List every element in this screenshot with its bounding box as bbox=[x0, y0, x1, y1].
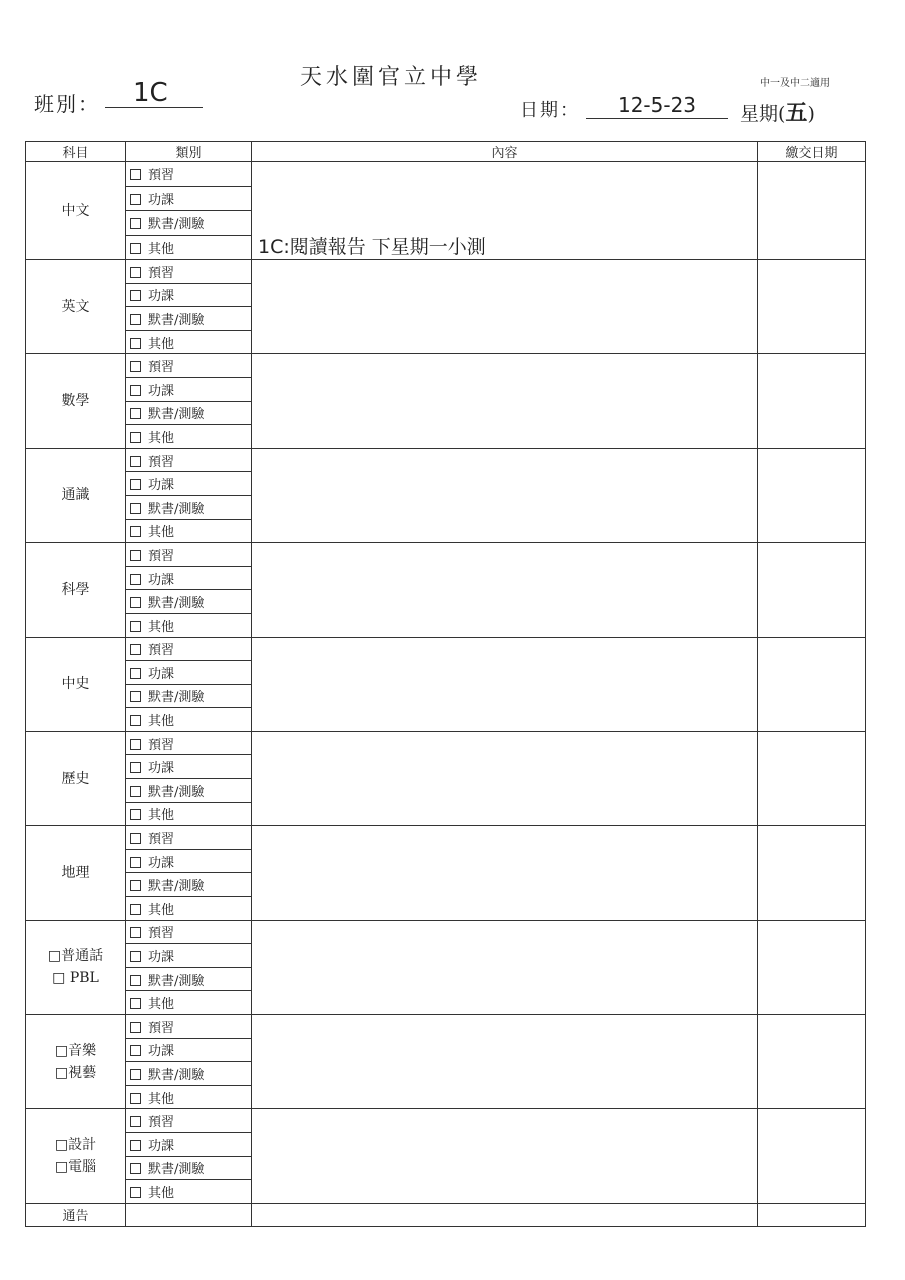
checkbox-icon[interactable] bbox=[130, 998, 141, 1009]
category-label: 默書/測驗 bbox=[148, 407, 205, 423]
due-date-cell[interactable] bbox=[758, 354, 866, 448]
category-cell bbox=[126, 235, 252, 260]
category-label: 默書/測驗 bbox=[148, 1067, 205, 1083]
due-date-cell[interactable] bbox=[758, 260, 866, 354]
category-cell bbox=[126, 425, 252, 449]
checkbox-icon[interactable] bbox=[130, 290, 141, 301]
checkbox-icon[interactable] bbox=[130, 1163, 141, 1174]
category-label: 功課 bbox=[148, 192, 175, 208]
table-row bbox=[26, 260, 866, 284]
checkbox-icon[interactable] bbox=[130, 314, 141, 325]
date-label: 日期： bbox=[520, 100, 580, 121]
content-header: 內容 bbox=[252, 142, 758, 162]
weekday-close: ) bbox=[807, 103, 815, 125]
table-row bbox=[26, 920, 866, 944]
checkbox-icon[interactable] bbox=[130, 243, 141, 254]
category-label: 其他 bbox=[148, 714, 175, 730]
category-cell bbox=[126, 1085, 252, 1109]
table-row bbox=[26, 1015, 866, 1039]
table-row bbox=[26, 1109, 866, 1133]
due-date-cell[interactable] bbox=[758, 637, 866, 731]
due-header: 繳交日期 bbox=[758, 142, 866, 162]
category-label: 功課 bbox=[148, 289, 175, 305]
category-label: 預習 bbox=[148, 926, 175, 942]
checkbox-icon[interactable] bbox=[130, 1116, 141, 1127]
content-cell[interactable] bbox=[252, 162, 758, 260]
due-date-cell[interactable] bbox=[758, 731, 866, 825]
subject-name: 地理 bbox=[61, 864, 90, 881]
subject-name: □設計 bbox=[54, 1137, 97, 1154]
category-label: 默書/測驗 bbox=[148, 879, 205, 895]
content-cell[interactable] bbox=[252, 1109, 758, 1203]
category-label: 其他 bbox=[148, 997, 175, 1013]
checkbox-icon[interactable] bbox=[130, 1045, 141, 1056]
checkbox-icon[interactable] bbox=[130, 479, 141, 490]
checkbox-icon[interactable] bbox=[130, 526, 141, 537]
grade-note: 中一及中二適用 bbox=[760, 78, 830, 89]
checkbox-icon[interactable] bbox=[130, 1022, 141, 1033]
subject-name: 英文 bbox=[61, 298, 90, 315]
category-cell bbox=[126, 849, 252, 873]
category-label: 默書/測驗 bbox=[148, 217, 205, 233]
checkbox-icon[interactable] bbox=[130, 432, 141, 443]
category-label: 其他 bbox=[148, 430, 175, 446]
category-cell bbox=[126, 1156, 252, 1180]
school-name: 天水圍官立中學 bbox=[300, 65, 483, 90]
category-label: 功課 bbox=[148, 383, 175, 399]
checkbox-icon[interactable] bbox=[130, 691, 141, 702]
category-cell bbox=[126, 401, 252, 425]
checkbox-icon[interactable] bbox=[130, 951, 141, 962]
category-cell bbox=[126, 566, 252, 590]
category-cell bbox=[126, 1038, 252, 1062]
due-date-cell[interactable] bbox=[758, 448, 866, 542]
table-row bbox=[26, 448, 866, 472]
checkbox-icon[interactable] bbox=[130, 503, 141, 514]
category-label: 功課 bbox=[148, 572, 175, 588]
category-cell bbox=[126, 755, 252, 779]
notice-field[interactable] bbox=[758, 1203, 866, 1226]
category-label: 預習 bbox=[148, 1115, 175, 1131]
checkbox-icon[interactable] bbox=[130, 597, 141, 608]
subject-cell bbox=[26, 354, 126, 448]
weekday-field[interactable]: 五 bbox=[785, 100, 808, 126]
category-cell bbox=[126, 661, 252, 685]
checkbox-icon[interactable] bbox=[130, 218, 141, 229]
checkbox-icon[interactable] bbox=[130, 927, 141, 938]
category-cell bbox=[126, 1062, 252, 1086]
checkbox-icon[interactable] bbox=[130, 644, 141, 655]
subject-cell bbox=[26, 637, 126, 731]
category-cell bbox=[126, 448, 252, 472]
category-cell bbox=[126, 920, 252, 944]
checkbox-icon[interactable] bbox=[130, 1140, 141, 1151]
category-cell bbox=[126, 162, 252, 187]
notice-label: 通告 bbox=[26, 1203, 126, 1226]
subject-cell bbox=[26, 162, 126, 260]
category-label: 功課 bbox=[148, 478, 175, 494]
checkbox-icon[interactable] bbox=[130, 857, 141, 868]
checkbox-icon[interactable] bbox=[130, 267, 141, 278]
category-cell bbox=[126, 590, 252, 614]
checkbox-icon[interactable] bbox=[130, 408, 141, 419]
content-cell[interactable] bbox=[252, 637, 758, 731]
subject-cell bbox=[26, 543, 126, 637]
table-row bbox=[26, 826, 866, 850]
category-cell bbox=[126, 377, 252, 401]
table-body bbox=[26, 162, 866, 1227]
category-label: 其他 bbox=[148, 525, 175, 541]
category-label: 預習 bbox=[148, 265, 175, 281]
category-cell bbox=[126, 211, 252, 236]
checkbox-icon[interactable] bbox=[130, 1069, 141, 1080]
table-row bbox=[26, 354, 866, 378]
category-cell bbox=[126, 543, 252, 567]
subject-cell bbox=[26, 731, 126, 825]
category-label: 其他 bbox=[148, 1091, 175, 1107]
category-cell bbox=[126, 330, 252, 354]
subject-name: 中文 bbox=[61, 202, 90, 219]
content-cell[interactable] bbox=[252, 1015, 758, 1109]
category-label: 其他 bbox=[148, 1185, 175, 1201]
subject-cell bbox=[26, 826, 126, 920]
subject-name: 通識 bbox=[61, 487, 90, 504]
subject-name: □音樂 bbox=[54, 1042, 97, 1059]
category-label: 默書/測驗 bbox=[148, 690, 205, 706]
notice-row bbox=[26, 1203, 866, 1226]
checkbox-icon[interactable] bbox=[130, 833, 141, 844]
content-cell[interactable] bbox=[252, 920, 758, 1014]
content-cell[interactable] bbox=[252, 826, 758, 920]
checkbox-icon[interactable] bbox=[130, 786, 141, 797]
category-cell bbox=[126, 613, 252, 637]
date-field[interactable]: 12-5-23 bbox=[586, 92, 728, 119]
category-label: 功課 bbox=[148, 1138, 175, 1154]
category-cell bbox=[126, 897, 252, 921]
category-label: 預習 bbox=[148, 643, 175, 659]
content-cell[interactable] bbox=[252, 354, 758, 448]
category-label: 功課 bbox=[148, 666, 175, 682]
subject-cell bbox=[26, 1015, 126, 1109]
subject-cell bbox=[26, 448, 126, 542]
table-row bbox=[26, 543, 866, 567]
subject-name: □普通話 bbox=[47, 948, 104, 965]
table-row bbox=[26, 637, 866, 661]
category-cell bbox=[126, 991, 252, 1015]
content-cell[interactable] bbox=[252, 448, 758, 542]
class-field[interactable]: 1C bbox=[105, 80, 203, 108]
weekday-open: 星期( bbox=[740, 103, 786, 125]
category-label: 預習 bbox=[148, 360, 175, 376]
checkbox-icon[interactable] bbox=[130, 715, 141, 726]
category-cell bbox=[126, 495, 252, 519]
category-label: 預習 bbox=[148, 548, 175, 564]
subject-name: 歷史 bbox=[61, 770, 90, 787]
category-label: 預習 bbox=[148, 737, 175, 753]
checkbox-icon[interactable] bbox=[130, 338, 141, 349]
subject-header: 科目 bbox=[26, 142, 126, 162]
checkbox-icon[interactable] bbox=[130, 361, 141, 372]
checkbox-icon[interactable] bbox=[130, 194, 141, 205]
due-date-cell[interactable] bbox=[758, 920, 866, 1014]
category-cell bbox=[126, 967, 252, 991]
category-cell bbox=[126, 186, 252, 211]
category-cell bbox=[126, 637, 252, 661]
category-cell bbox=[126, 731, 252, 755]
category-cell bbox=[126, 260, 252, 284]
category-cell bbox=[126, 826, 252, 850]
category-cell bbox=[126, 283, 252, 307]
content-cell[interactable] bbox=[252, 260, 758, 354]
checkbox-icon[interactable] bbox=[130, 739, 141, 750]
weekday-label bbox=[740, 96, 815, 127]
notice-field[interactable] bbox=[126, 1203, 252, 1226]
category-label: 功課 bbox=[148, 761, 175, 777]
checkbox-icon[interactable] bbox=[130, 456, 141, 467]
table-row bbox=[26, 162, 866, 187]
category-cell bbox=[126, 684, 252, 708]
category-cell bbox=[126, 944, 252, 968]
category-label: 其他 bbox=[148, 808, 175, 824]
due-date-cell[interactable] bbox=[758, 162, 866, 260]
category-label: 預習 bbox=[148, 832, 175, 848]
content-cell[interactable] bbox=[252, 543, 758, 637]
checkbox-icon[interactable] bbox=[130, 762, 141, 773]
category-cell bbox=[126, 1015, 252, 1039]
category-label: 默書/測驗 bbox=[148, 784, 205, 800]
due-date-cell[interactable] bbox=[758, 1015, 866, 1109]
content-text: 1C:閱讀報告 下星期一小測 bbox=[258, 236, 486, 258]
category-header: 類別 bbox=[126, 142, 252, 162]
content-cell[interactable] bbox=[252, 731, 758, 825]
checkbox-icon[interactable] bbox=[130, 904, 141, 915]
category-label: 其他 bbox=[148, 336, 175, 352]
checkbox-icon[interactable] bbox=[130, 550, 141, 561]
subject-cell bbox=[26, 1109, 126, 1203]
category-cell bbox=[126, 1180, 252, 1204]
category-cell bbox=[126, 1132, 252, 1156]
subject-cell bbox=[26, 260, 126, 354]
category-label: 默書/測驗 bbox=[148, 501, 205, 517]
subject-name: 中史 bbox=[61, 676, 90, 693]
category-label: 其他 bbox=[148, 619, 175, 635]
due-date-cell[interactable] bbox=[758, 543, 866, 637]
homework-table bbox=[25, 141, 866, 1227]
category-label: 功課 bbox=[148, 855, 175, 871]
category-cell bbox=[126, 354, 252, 378]
header-row bbox=[26, 142, 866, 162]
class-label: 班別： bbox=[34, 92, 100, 116]
checkbox-icon[interactable] bbox=[130, 169, 141, 180]
category-cell bbox=[126, 708, 252, 732]
subject-name: □視藝 bbox=[54, 1064, 97, 1081]
category-cell bbox=[126, 779, 252, 803]
subject-name: 數學 bbox=[61, 393, 90, 410]
checkbox-icon[interactable] bbox=[130, 880, 141, 891]
category-cell bbox=[126, 472, 252, 496]
category-label: 默書/測驗 bbox=[148, 973, 205, 989]
category-label: 默書/測驗 bbox=[148, 1162, 205, 1178]
category-label: 預習 bbox=[148, 454, 175, 470]
category-cell bbox=[126, 307, 252, 331]
category-label: 功課 bbox=[148, 1044, 175, 1060]
category-cell bbox=[126, 1109, 252, 1133]
checkbox-icon[interactable] bbox=[130, 574, 141, 585]
checkbox-icon[interactable] bbox=[130, 1093, 141, 1104]
checkbox-icon[interactable] bbox=[130, 668, 141, 679]
checkbox-icon[interactable] bbox=[130, 809, 141, 820]
checkbox-icon[interactable] bbox=[130, 975, 141, 986]
category-cell bbox=[126, 873, 252, 897]
category-label: 預習 bbox=[148, 168, 175, 184]
due-date-cell[interactable] bbox=[758, 1109, 866, 1203]
category-label: 其他 bbox=[148, 241, 175, 257]
table-row bbox=[26, 731, 866, 755]
category-cell bbox=[126, 519, 252, 543]
subject-name: □電腦 bbox=[54, 1159, 97, 1176]
subject-cell bbox=[26, 920, 126, 1014]
category-label: 其他 bbox=[148, 902, 175, 918]
category-label: 默書/測驗 bbox=[148, 312, 205, 328]
checkbox-icon[interactable] bbox=[130, 385, 141, 396]
subject-name: □ PBL bbox=[52, 970, 99, 987]
category-label: 預習 bbox=[148, 1020, 175, 1036]
due-date-cell[interactable] bbox=[758, 826, 866, 920]
category-label: 默書/測驗 bbox=[148, 596, 205, 612]
subject-name: 科學 bbox=[61, 581, 90, 598]
checkbox-icon[interactable] bbox=[130, 621, 141, 632]
checkbox-icon[interactable] bbox=[130, 1187, 141, 1198]
category-cell bbox=[126, 802, 252, 826]
notice-field[interactable] bbox=[252, 1203, 758, 1226]
category-label: 功課 bbox=[148, 950, 175, 966]
